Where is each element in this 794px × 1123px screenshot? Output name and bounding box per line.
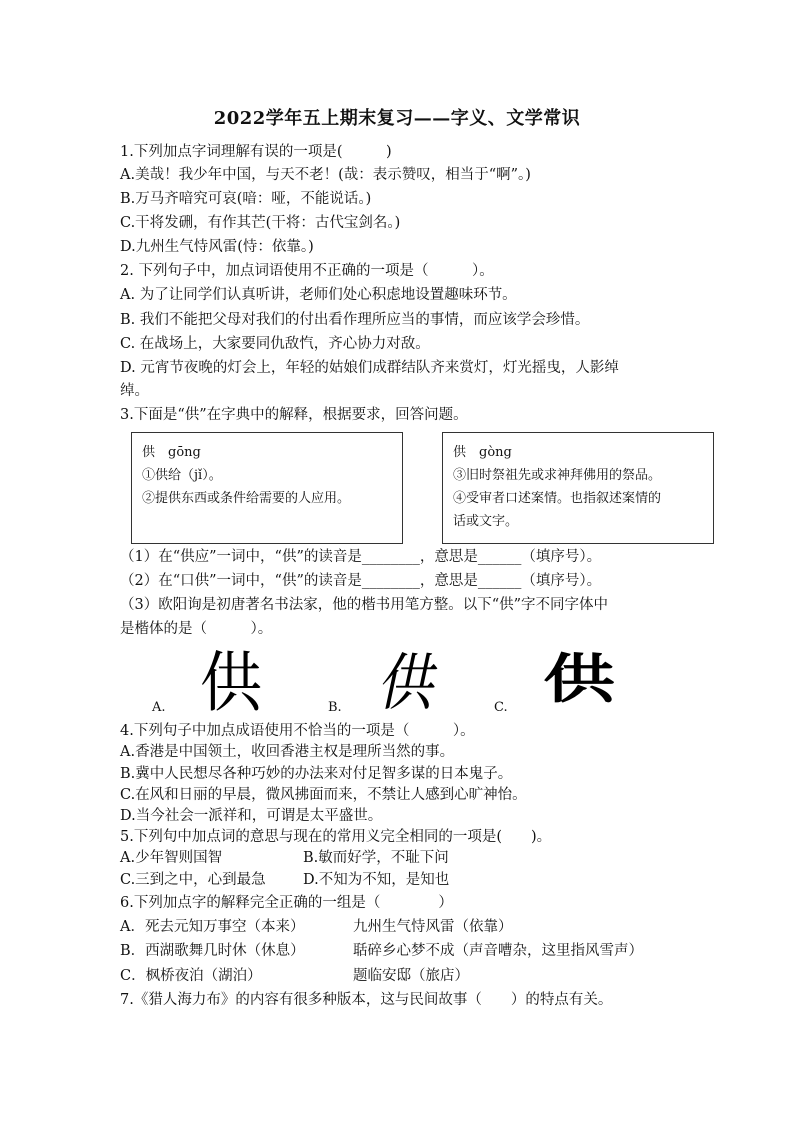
choice-label-a: A. — [152, 700, 166, 715]
dict-item: ②提供东西或条件给需要的人应用。 — [142, 491, 351, 506]
dict-head: 供 gōng — [142, 445, 201, 460]
q5-stem: 5.下列句中加点词的意思与现在的常用义完全相同的一项是( )。 — [120, 829, 552, 845]
q1-option-a: A.美哉！我少年中国，与天不老！(哉：表示赞叹，相当于“啊”。) — [120, 167, 531, 183]
calligraphy-sample-a: 供 — [200, 644, 263, 721]
dictionary-box-gong4 — [442, 432, 714, 544]
q2-stem: 2. 下列句子中，加点词语使用不正确的一项是（ ）。 — [120, 263, 494, 279]
q1-stem: 1.下列加点字词理解有误的一项是( ) — [120, 144, 392, 160]
q3-sub2: （2）在“口供”一词中，“供”的读音是________，意思是______（填序号）。 — [120, 573, 602, 589]
dict-item: 话或文字。 — [453, 514, 519, 529]
q3-sub1: （1）在“供应”一词中，“供”的读音是________，意思是______（填序号）。 — [120, 549, 602, 565]
q4-option-a: A.香港是中国领土，收回香港主权是理所当然的事。 — [120, 744, 455, 760]
q5-option-c: C.三到之中，心到最急 — [120, 872, 266, 888]
q7-stem: 7.《猎人海力布》的内容有很多种版本，这与民间故事（ ）的特点有关。 — [120, 992, 613, 1008]
q2-option-d-cont: 绰。 — [120, 383, 149, 399]
q4-option-c: C.在风和日丽的早晨，微风拂面而来，不禁让人感到心旷神怡。 — [120, 787, 527, 803]
q4-stem: 4.下列句子中加点成语使用不恰当的一项是（ ）。 — [120, 723, 475, 739]
calligraphy-sample-b: 供 — [373, 646, 445, 719]
q1-option-d: D.九州生气恃风雷(恃：依靠。) — [120, 239, 314, 255]
q6-option-c-2: 题临安邸（旅店） — [353, 968, 469, 984]
q6-option-b-2: 聒碎乡心梦不成（声音嘈杂，这里指风雪声） — [353, 943, 643, 959]
q6-option-a-2: 九州生气恃风雷（依靠） — [353, 919, 513, 935]
q2-option-b: B. 我们不能把父母对我们的付出看作理所应当的事情，而应该学会珍惜。 — [120, 312, 590, 328]
q4-option-d: D.当今社会一派祥和，可谓是太平盛世。 — [120, 808, 383, 824]
page-title: 2022学年五上期末复习——字义、文学常识 — [213, 108, 581, 129]
q3-stem: 3.下面是“供”在字典中的解释，根据要求，回答问题。 — [120, 407, 468, 423]
dict-item: ④受审者口述案情。也指叙述案情的 — [453, 491, 662, 506]
q6-option-b-1: B．西湖歌舞几时休（休息） — [120, 943, 305, 959]
q5-option-d: D.不知为不知，是知也 — [303, 872, 450, 888]
calligraphy-sample-c: 供 — [543, 647, 615, 710]
dictionary-box-gong1 — [131, 432, 403, 544]
dict-head: 供 gòng — [453, 445, 512, 460]
q1-option-c: C.干将发硎，有作其芒(干将：古代宝剑名。) — [120, 215, 401, 231]
q4-option-b: B.冀中人民想尽各种巧妙的办法来对付足智多谋的日本鬼子。 — [120, 766, 513, 782]
dict-item: ③旧时祭祖先或求神拜佛用的祭品。 — [453, 468, 662, 483]
q6-stem: 6.下列加点字的解释完全正确的一组是（ ） — [120, 895, 453, 911]
q1-option-b: B.万马齐喑究可哀(喑：哑，不能说话。) — [120, 191, 372, 207]
q3-sub3-cont: 是楷体的是（ ）。 — [120, 621, 273, 637]
choice-label-b: B. — [328, 700, 342, 715]
q6-option-c-1: C．枫桥夜泊（湖泊） — [120, 968, 262, 984]
q2-option-d: D. 元宵节夜晚的灯会上，年轻的姑娘们成群结队齐来赏灯，灯光摇曳，人影绰 — [120, 360, 619, 376]
q3-sub3: （3）欧阳询是初唐著名书法家，他的楷书用笔方整。以下“供”字不同字体中 — [120, 597, 609, 613]
q2-option-c: C. 在战场上，大家要同仇敌忾，齐心协力对敌。 — [120, 336, 430, 352]
dict-item: ①供给（jǐ）。 — [142, 468, 222, 483]
q2-option-a: A. 为了让同学们认真听讲，老师们处心积虑地设置趣味环节。 — [120, 287, 517, 303]
q6-option-a-1: A．死去元知万事空（本来） — [120, 919, 305, 935]
q5-option-a: A.少年智则国智 — [120, 850, 223, 866]
choice-label-c: C. — [494, 700, 508, 715]
q5-option-b: B.敏而好学，不耻下问 — [303, 850, 449, 866]
